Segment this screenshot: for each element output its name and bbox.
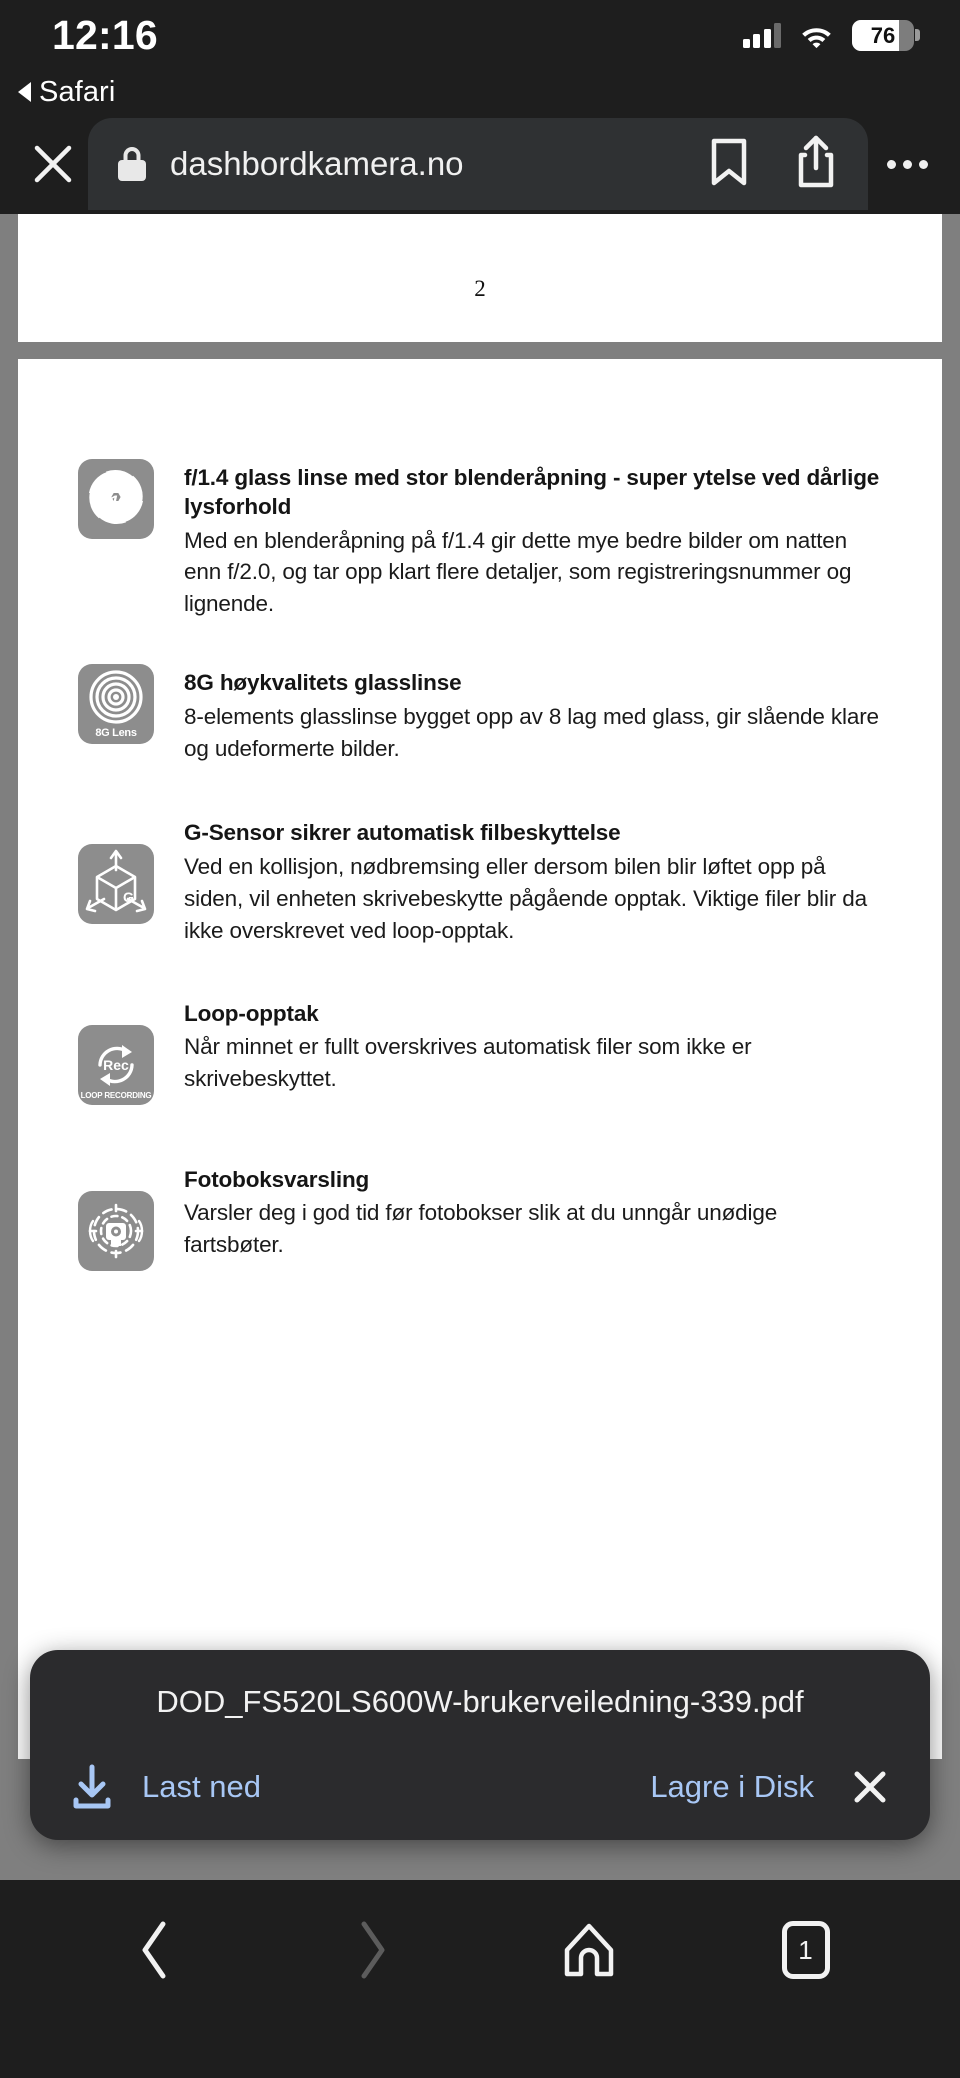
download-banner-right bbox=[650, 1767, 890, 1807]
feature-list bbox=[18, 459, 942, 1271]
feature-body: Med en blenderåpning på f/1.4 gir dette mye bedre bilder om natten enn f/2.0, og tar opp klart flere detaljer, som registreringsnummer og lignende. bbox=[184, 527, 852, 617]
download-button[interactable] bbox=[70, 1764, 261, 1810]
tabs-icon bbox=[782, 1921, 830, 1979]
lock-icon bbox=[118, 147, 146, 181]
status-bar-clock: 12:16 bbox=[52, 11, 158, 58]
dismiss-banner-button[interactable] bbox=[850, 1767, 890, 1807]
feature-item bbox=[78, 1161, 882, 1271]
feature-title: Loop-opptak bbox=[184, 1000, 319, 1026]
feature-icon-caption: 8G Lens bbox=[95, 727, 137, 740]
chevron-right-icon bbox=[350, 1918, 394, 1982]
download-banner bbox=[30, 1650, 930, 1840]
download-icon bbox=[70, 1764, 114, 1810]
battery-indicator bbox=[852, 20, 914, 51]
url-text: dashbordkamera.no bbox=[170, 145, 464, 182]
more-button[interactable] bbox=[872, 133, 942, 195]
pdf-page-previous bbox=[18, 214, 942, 342]
feature-title: f/1.4 glass linse med stor blenderåpning - super ytelse ved dårlige lysforhold bbox=[184, 465, 880, 520]
browser-bottom-nav bbox=[0, 1880, 960, 2078]
chevron-left-icon bbox=[133, 1918, 177, 1982]
speed-camera-alert-icon bbox=[78, 1191, 154, 1271]
feature-title: Fotoboksvarsling bbox=[184, 1166, 370, 1192]
status-bar-indicators bbox=[743, 20, 915, 51]
pdf-viewer[interactable] bbox=[0, 214, 960, 1894]
feature-text bbox=[184, 1161, 882, 1261]
share-button[interactable] bbox=[794, 135, 838, 194]
loop-recording-icon bbox=[78, 1025, 154, 1105]
back-button[interactable] bbox=[46, 1912, 263, 1988]
download-banner-actions bbox=[64, 1764, 896, 1810]
tabs-button[interactable] bbox=[697, 1912, 914, 1988]
battery-percent-label: 76 bbox=[870, 22, 896, 48]
close-button[interactable] bbox=[22, 133, 84, 195]
tabs-count-label: 1 bbox=[798, 1934, 813, 1965]
address-bar[interactable] bbox=[88, 118, 868, 210]
lens-8g-icon bbox=[78, 664, 154, 744]
feature-item bbox=[78, 995, 882, 1105]
svg-text:Rec: Rec bbox=[103, 1056, 129, 1073]
pdf-page-current bbox=[18, 359, 942, 1759]
feature-item bbox=[78, 459, 882, 620]
return-to-app-label: Safari bbox=[39, 75, 116, 108]
feature-body: Ved en kollisjon, nødbremsing eller dersom bilen blir løftet opp på siden, vil enheten skrivebeskytte pågående opptak. Viktige filer blir da ikke overskrevet ved loop-opptak. bbox=[184, 853, 867, 943]
feature-body: 8-elements glasslinse bygget opp av 8 lag med glass, gir slående klare og udeformerte bilder. bbox=[184, 703, 879, 761]
address-bar-actions bbox=[708, 135, 842, 194]
feature-item bbox=[78, 664, 882, 764]
g-sensor-cube-icon bbox=[78, 844, 154, 924]
cellular-signal-icon bbox=[743, 22, 782, 48]
home-icon bbox=[561, 1920, 617, 1980]
bookmark-button[interactable] bbox=[708, 137, 750, 192]
feature-body: Varsler deg i god tid før fotobokser slik at du unngår unødige fartsbøter. bbox=[184, 1199, 778, 1257]
svg-text:f/1.4: f/1.4 bbox=[98, 492, 134, 511]
back-triangle-icon bbox=[18, 82, 31, 102]
feature-title: G-Sensor sikrer automatisk filbeskyttelse bbox=[184, 820, 621, 846]
feature-text bbox=[184, 664, 882, 764]
feature-text bbox=[184, 814, 882, 946]
feature-title: 8G høykvalitets glasslinse bbox=[184, 670, 462, 696]
home-button[interactable] bbox=[480, 1912, 697, 1988]
more-dots-icon bbox=[887, 160, 896, 169]
download-filename: DOD_FS520LS600W-brukerveiledning-339.pdf bbox=[156, 1684, 804, 1719]
browser-toolbar bbox=[0, 114, 960, 214]
download-label: Last ned bbox=[142, 1769, 261, 1804]
pdf-page-number: 2 bbox=[474, 276, 486, 301]
feature-text bbox=[184, 459, 882, 620]
feature-icon-caption: LOOP RECORDING bbox=[80, 1090, 152, 1100]
feature-text bbox=[184, 995, 882, 1095]
status-bar bbox=[0, 0, 960, 70]
wifi-icon bbox=[800, 23, 833, 48]
save-to-disk-button[interactable]: Lagre i Disk bbox=[650, 1769, 814, 1804]
more-dots-icon bbox=[919, 160, 928, 169]
feature-body: Når minnet er fullt overskrives automatisk filer som ikke er skrivebeskyttet. bbox=[184, 1033, 752, 1091]
return-to-app-button[interactable] bbox=[0, 70, 960, 114]
more-dots-icon bbox=[903, 160, 912, 169]
feature-item bbox=[78, 814, 882, 946]
svg-text:G: G bbox=[123, 889, 134, 906]
forward-button[interactable] bbox=[263, 1912, 480, 1988]
aperture-f14-icon bbox=[78, 459, 154, 539]
battery-nub bbox=[915, 29, 920, 41]
